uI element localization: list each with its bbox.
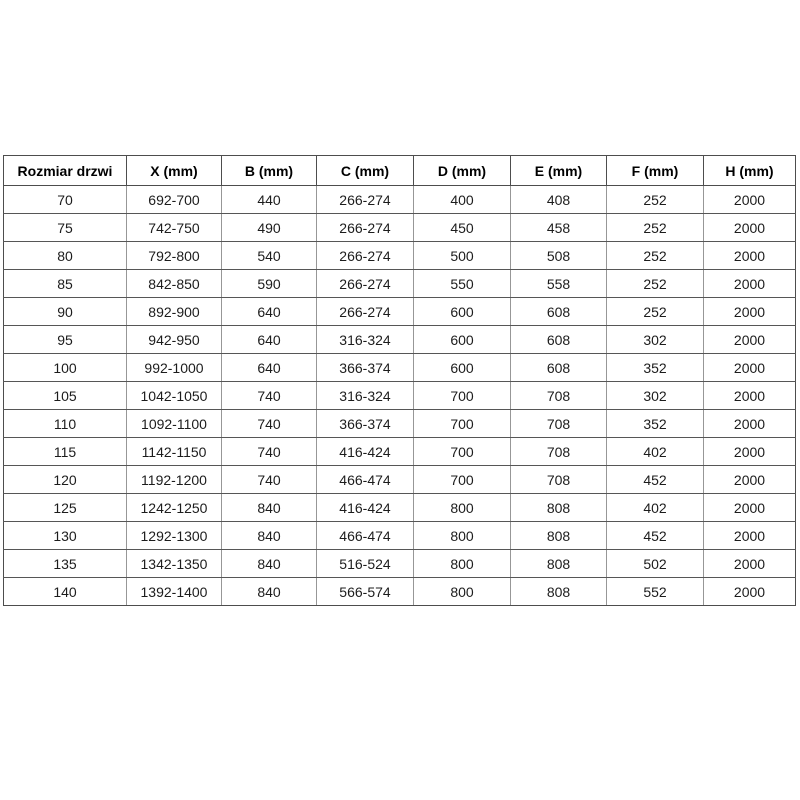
table-cell: 252 <box>607 242 704 270</box>
table-cell: 316-324 <box>317 382 414 410</box>
table-cell: 608 <box>511 354 607 382</box>
table-cell: 800 <box>414 578 511 606</box>
table-cell: 808 <box>511 550 607 578</box>
table-cell: 2000 <box>704 410 796 438</box>
table-cell: 2000 <box>704 186 796 214</box>
table-cell: 402 <box>607 438 704 466</box>
table-cell: 840 <box>222 494 317 522</box>
table-cell: 100 <box>4 354 127 382</box>
table-cell: 792-800 <box>127 242 222 270</box>
header-cell: C (mm) <box>317 156 414 186</box>
table-cell: 466-474 <box>317 522 414 550</box>
table-cell: 508 <box>511 242 607 270</box>
table-cell: 608 <box>511 298 607 326</box>
table-cell: 552 <box>607 578 704 606</box>
table-cell: 800 <box>414 522 511 550</box>
table-cell: 2000 <box>704 550 796 578</box>
table-cell: 2000 <box>704 466 796 494</box>
table-cell: 1142-1150 <box>127 438 222 466</box>
table-cell: 2000 <box>704 270 796 298</box>
table-cell: 135 <box>4 550 127 578</box>
header-cell: D (mm) <box>414 156 511 186</box>
header-cell: Rozmiar drzwi <box>4 156 127 186</box>
table-cell: 1042-1050 <box>127 382 222 410</box>
header-row <box>4 156 796 186</box>
table-cell: 95 <box>4 326 127 354</box>
table-cell: 130 <box>4 522 127 550</box>
table-cell: 540 <box>222 242 317 270</box>
table-cell: 2000 <box>704 298 796 326</box>
table-cell: 252 <box>607 270 704 298</box>
table-cell: 1092-1100 <box>127 410 222 438</box>
table-cell: 692-700 <box>127 186 222 214</box>
table-cell: 2000 <box>704 214 796 242</box>
table-cell: 700 <box>414 466 511 494</box>
table-cell: 252 <box>607 214 704 242</box>
table-cell: 566-574 <box>317 578 414 606</box>
table-cell: 558 <box>511 270 607 298</box>
table-cell: 70 <box>4 186 127 214</box>
table-cell: 2000 <box>704 242 796 270</box>
header-cell: H (mm) <box>704 156 796 186</box>
table-row <box>4 242 796 270</box>
table-row <box>4 438 796 466</box>
table-cell: 700 <box>414 438 511 466</box>
table-row <box>4 522 796 550</box>
header-cell: X (mm) <box>127 156 222 186</box>
table-cell: 708 <box>511 382 607 410</box>
table-cell: 1242-1250 <box>127 494 222 522</box>
door-size-table-container <box>3 155 796 606</box>
table-row <box>4 298 796 326</box>
table-cell: 2000 <box>704 354 796 382</box>
table-cell: 808 <box>511 494 607 522</box>
table-cell: 700 <box>414 382 511 410</box>
table-cell: 800 <box>414 494 511 522</box>
table-cell: 742-750 <box>127 214 222 242</box>
table-cell: 2000 <box>704 522 796 550</box>
table-cell: 942-950 <box>127 326 222 354</box>
table-cell: 105 <box>4 382 127 410</box>
table-cell: 550 <box>414 270 511 298</box>
table-cell: 1192-1200 <box>127 466 222 494</box>
table-row <box>4 494 796 522</box>
table-cell: 450 <box>414 214 511 242</box>
table-cell: 2000 <box>704 326 796 354</box>
table-cell: 840 <box>222 522 317 550</box>
table-cell: 842-850 <box>127 270 222 298</box>
door-size-table <box>3 155 796 606</box>
table-cell: 266-274 <box>317 270 414 298</box>
table-cell: 640 <box>222 354 317 382</box>
table-cell: 80 <box>4 242 127 270</box>
table-cell: 808 <box>511 578 607 606</box>
table-cell: 740 <box>222 382 317 410</box>
table-cell: 840 <box>222 550 317 578</box>
table-row <box>4 466 796 494</box>
table-row <box>4 270 796 298</box>
table-cell: 452 <box>607 466 704 494</box>
table-cell: 266-274 <box>317 242 414 270</box>
table-cell: 600 <box>414 298 511 326</box>
table-cell: 302 <box>607 382 704 410</box>
table-cell: 125 <box>4 494 127 522</box>
header-cell: B (mm) <box>222 156 317 186</box>
table-cell: 252 <box>607 186 704 214</box>
table-body <box>4 186 796 606</box>
table-cell: 2000 <box>704 578 796 606</box>
table-cell: 352 <box>607 354 704 382</box>
table-cell: 740 <box>222 438 317 466</box>
table-row <box>4 214 796 242</box>
table-cell: 1342-1350 <box>127 550 222 578</box>
table-cell: 808 <box>511 522 607 550</box>
table-cell: 90 <box>4 298 127 326</box>
table-cell: 500 <box>414 242 511 270</box>
table-row <box>4 410 796 438</box>
table-cell: 608 <box>511 326 607 354</box>
table-cell: 366-374 <box>317 354 414 382</box>
table-cell: 416-424 <box>317 494 414 522</box>
table-cell: 640 <box>222 326 317 354</box>
table-cell: 466-474 <box>317 466 414 494</box>
table-cell: 408 <box>511 186 607 214</box>
table-cell: 1292-1300 <box>127 522 222 550</box>
table-row <box>4 550 796 578</box>
table-cell: 502 <box>607 550 704 578</box>
table-row <box>4 326 796 354</box>
table-cell: 266-274 <box>317 214 414 242</box>
table-cell: 458 <box>511 214 607 242</box>
table-cell: 708 <box>511 466 607 494</box>
table-cell: 800 <box>414 550 511 578</box>
header-cell: F (mm) <box>607 156 704 186</box>
header-cell: E (mm) <box>511 156 607 186</box>
table-cell: 740 <box>222 466 317 494</box>
table-cell: 2000 <box>704 494 796 522</box>
table-cell: 266-274 <box>317 298 414 326</box>
table-cell: 416-424 <box>317 438 414 466</box>
table-cell: 740 <box>222 410 317 438</box>
table-cell: 452 <box>607 522 704 550</box>
table-cell: 516-524 <box>317 550 414 578</box>
table-cell: 590 <box>222 270 317 298</box>
table-cell: 440 <box>222 186 317 214</box>
table-cell: 840 <box>222 578 317 606</box>
table-cell: 708 <box>511 438 607 466</box>
table-cell: 490 <box>222 214 317 242</box>
table-cell: 2000 <box>704 438 796 466</box>
table-cell: 316-324 <box>317 326 414 354</box>
table-cell: 402 <box>607 494 704 522</box>
table-cell: 400 <box>414 186 511 214</box>
table-row <box>4 382 796 410</box>
table-cell: 352 <box>607 410 704 438</box>
table-cell: 366-374 <box>317 410 414 438</box>
table-cell: 892-900 <box>127 298 222 326</box>
table-cell: 110 <box>4 410 127 438</box>
table-row <box>4 354 796 382</box>
table-cell: 75 <box>4 214 127 242</box>
table-cell: 1392-1400 <box>127 578 222 606</box>
table-cell: 120 <box>4 466 127 494</box>
table-cell: 2000 <box>704 382 796 410</box>
table-cell: 640 <box>222 298 317 326</box>
table-cell: 600 <box>414 326 511 354</box>
table-cell: 266-274 <box>317 186 414 214</box>
table-row <box>4 186 796 214</box>
table-cell: 700 <box>414 410 511 438</box>
table-cell: 115 <box>4 438 127 466</box>
table-row <box>4 578 796 606</box>
table-cell: 992-1000 <box>127 354 222 382</box>
table-cell: 85 <box>4 270 127 298</box>
table-cell: 708 <box>511 410 607 438</box>
table-cell: 252 <box>607 298 704 326</box>
table-cell: 302 <box>607 326 704 354</box>
table-cell: 600 <box>414 354 511 382</box>
table-cell: 140 <box>4 578 127 606</box>
